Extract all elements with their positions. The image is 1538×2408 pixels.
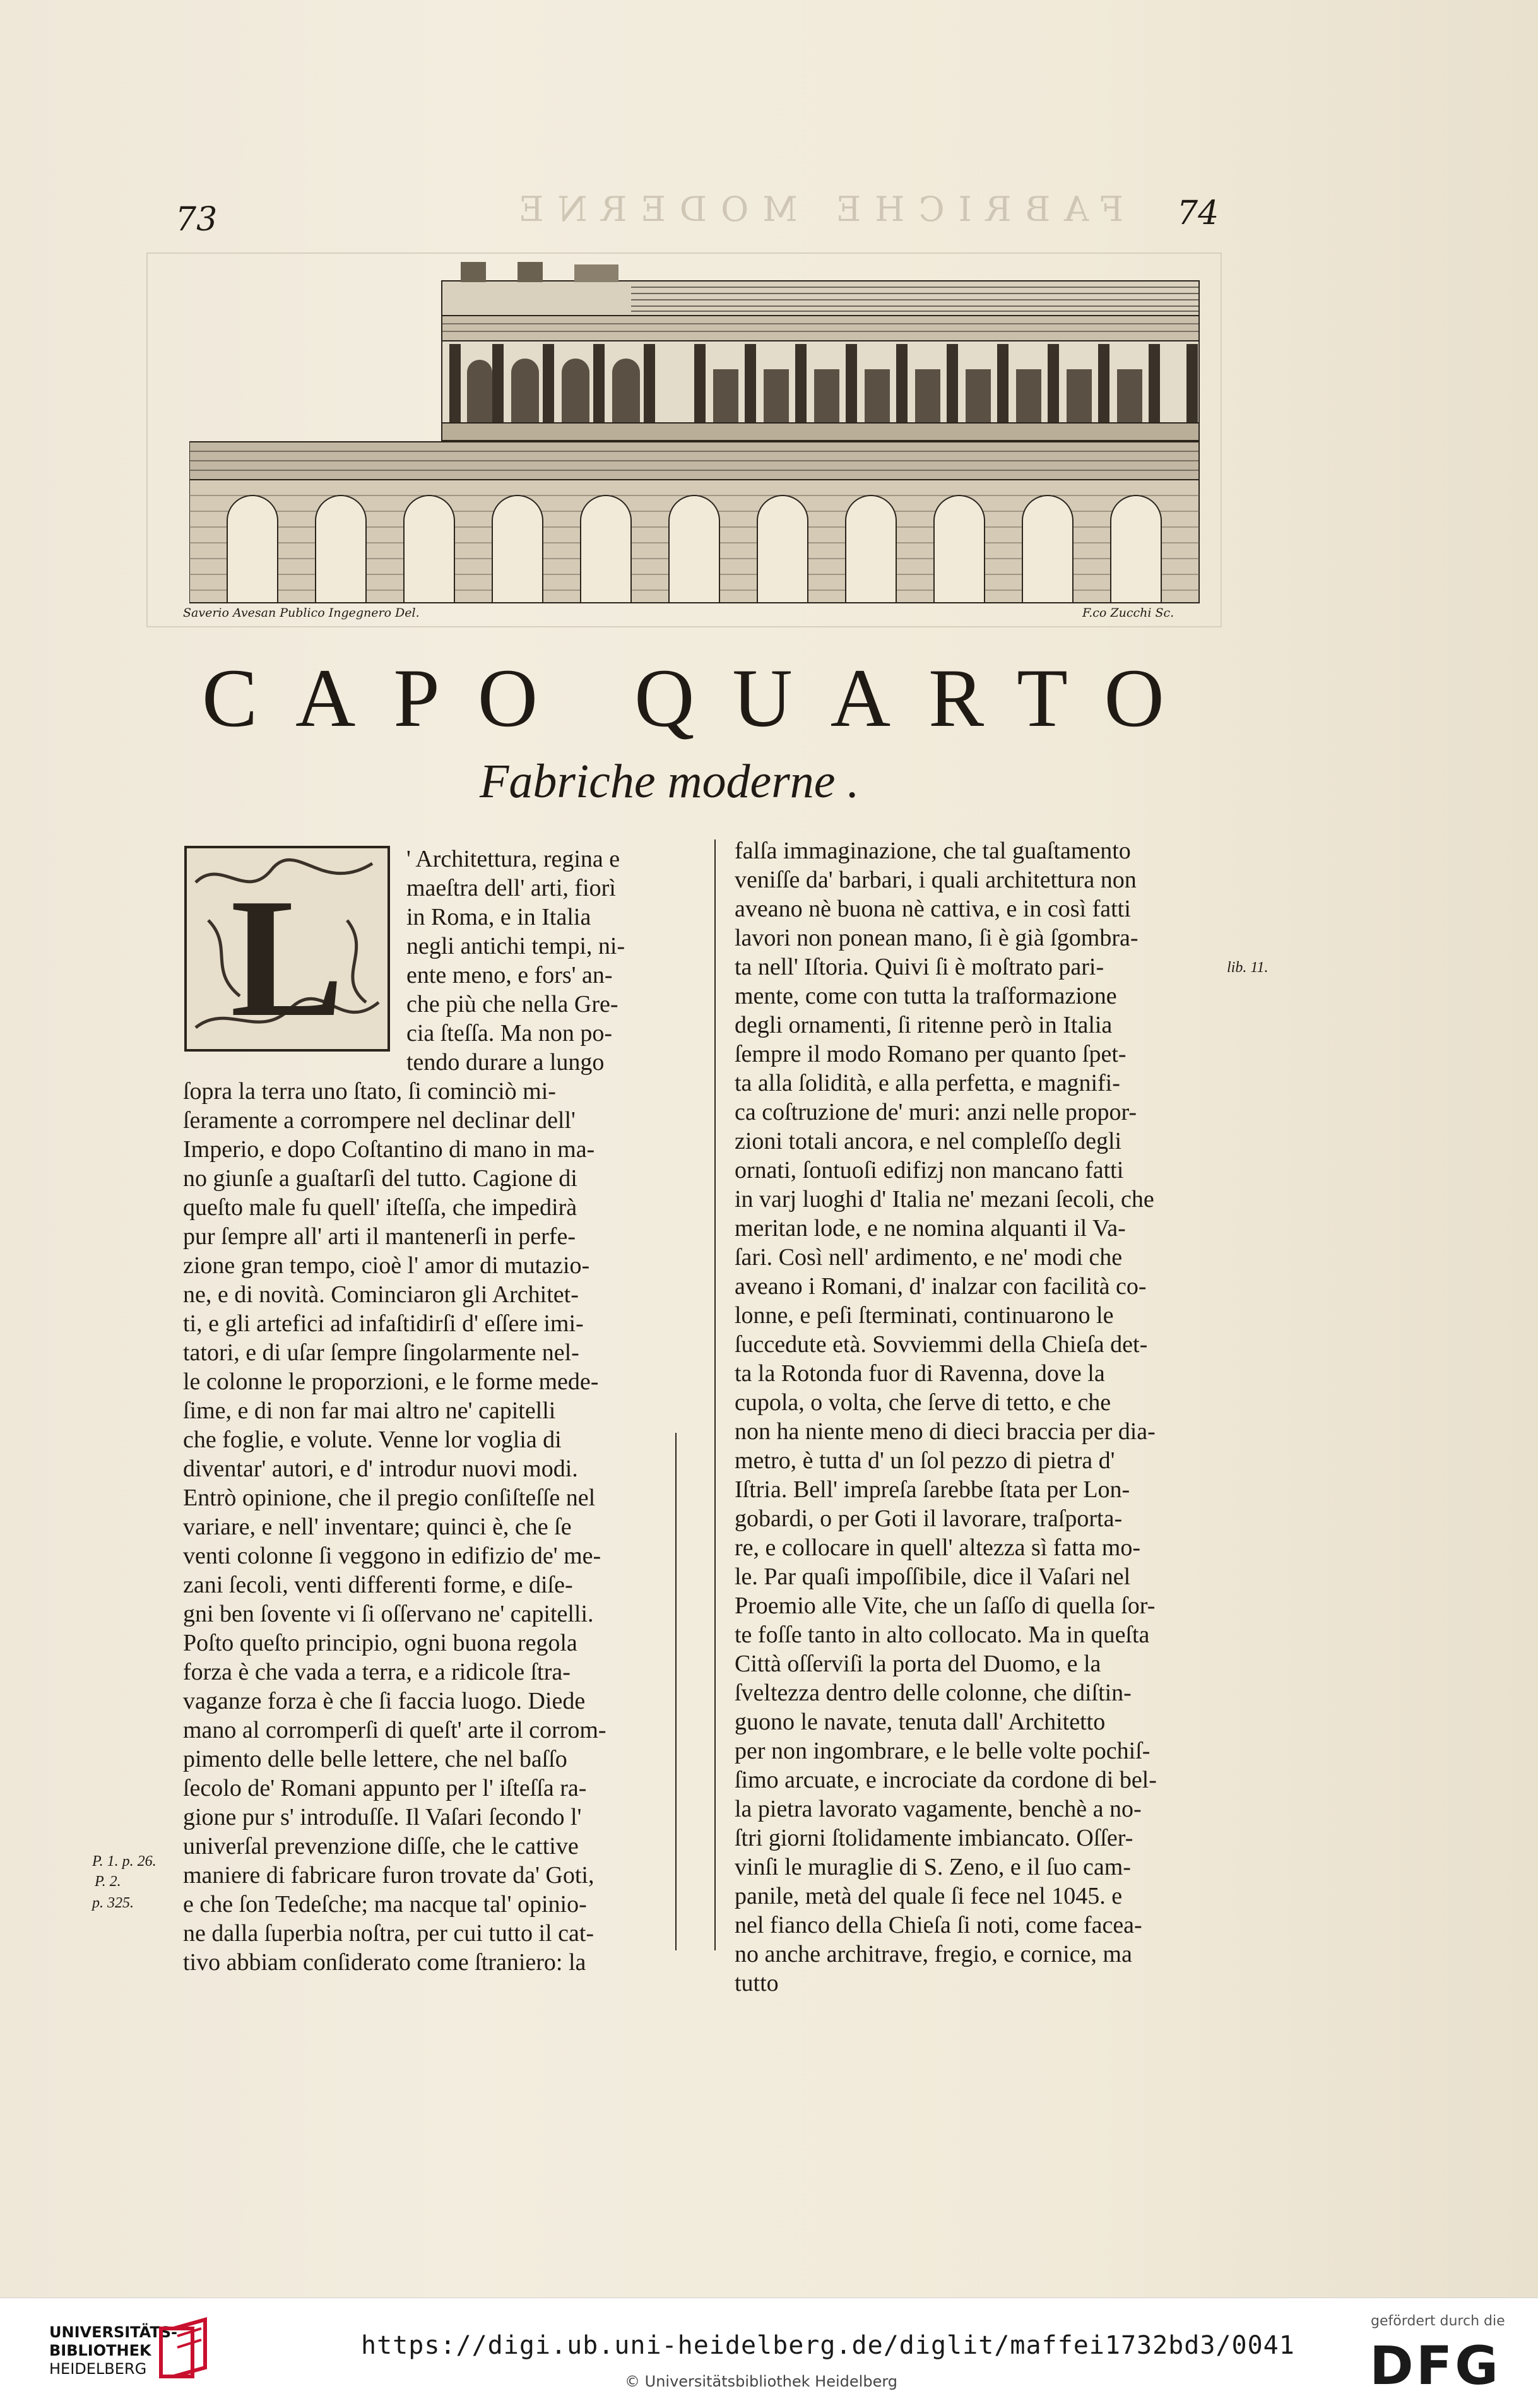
text-line: ſtri giorni ſtolidamente imbiancato. Oſſer-	[735, 1825, 1133, 1851]
text-line: ta la Rotonda fuor di Ravenna, dove la	[735, 1360, 1105, 1387]
text-line: ne dalla ſuperbia noſtra, per cui tutto il cat-	[183, 1920, 594, 1947]
text-line: Iſtria. Bell' impreſa ſarebbe ſtata per Lon-	[735, 1476, 1130, 1503]
text-line: degli ornamenti, ſi ritenne però in Italia	[735, 1012, 1113, 1038]
text-line: falſa immaginazione, che tal guaſtamento	[735, 838, 1131, 864]
text-line: ſuccedute età. Sovviemmi della Chieſa det-	[735, 1331, 1148, 1358]
text-line: le. Par quaſi impoſſibile, dice il Vaſari nel	[735, 1563, 1131, 1590]
text-line: in varj luoghi d' Italia ne' mezani ſecoli, che	[735, 1186, 1154, 1213]
text-line: forza è che vada a terra, e a ridicole ſtra-	[183, 1659, 571, 1685]
text-line: ſari. Così nell' ardimento, e ne' modi che	[735, 1244, 1123, 1271]
engraving-building-elevation	[189, 256, 1212, 609]
margin-note-left-3: p. 325.	[92, 1895, 134, 1911]
text-line: gione pur s' introduſſe. Il Vaſari ſecondo l'	[183, 1804, 582, 1830]
text-line: panile, metà del quale ſi fece nel 1045. e	[735, 1883, 1123, 1909]
chapter-title: CAPO QUARTO	[202, 651, 1202, 744]
text-line: aveano nè buona nè cattiva, e in così fatti	[735, 896, 1131, 922]
text-line: lonne, e peſi ſterminati, continuarono le	[735, 1302, 1114, 1329]
text-line: cia ſteſſa. Ma non po-	[406, 1020, 613, 1047]
text-line: ne, e di novità. Cominciaron gli Architet-	[183, 1281, 579, 1308]
text-line: in Roma, e in Italia	[406, 904, 591, 930]
library-logo-icon[interactable]	[155, 2317, 215, 2383]
text-line: univerſal prevenzione diſſe, che le cattive	[183, 1833, 579, 1859]
text-line: venti colonne ſi veggono in edifizio de' me-	[183, 1543, 601, 1569]
text-line: lavori non ponean mano, ſi è già ſgombra-	[735, 925, 1139, 951]
text-line: Proemio alle Vite, che un ſaſſo di quella ſor-	[735, 1592, 1156, 1619]
margin-note-left-2: P. 2.	[95, 1873, 121, 1890]
text-line: re, e collocare in quell' altezza sì fatta mo-	[735, 1534, 1141, 1561]
text-line: aveano i Romani, d' inalzar con facilità co-	[735, 1273, 1147, 1300]
text-line: maniere di fabricare furon trovate da' Goti,	[183, 1862, 594, 1889]
text-line: ' Architettura, regina e	[406, 846, 620, 872]
text-line: vinſi le muraglie di S. Zeno, e il ſuo cam-	[735, 1854, 1131, 1880]
text-line: pur ſempre all' arti il mantenerſi in perfe-	[183, 1223, 576, 1250]
text-line: gobardi, o per Goti il lavorare, traſporta-	[735, 1505, 1123, 1532]
text-line: e che ſon Tedeſche; ma nacque tal' opinio-	[183, 1891, 587, 1918]
permalink-url[interactable]: https://digi.ub.uni-heidelberg.de/diglit/maffei1732bd3/0041	[361, 2331, 1295, 2360]
text-line: ta nell' Iſtoria. Quivi ſi è moſtrato pari-	[735, 954, 1104, 980]
text-line: ornati, ſontuoſi edifizj non mancano fatti	[735, 1157, 1124, 1183]
text-line: guono le navate, tenuta dall' Architetto	[735, 1709, 1106, 1735]
margin-note-left-1: P. 1. p. 26.	[92, 1853, 157, 1870]
column-rule-left	[675, 1433, 677, 1950]
text-line: veniſſe da' barbari, i quali architettura non	[735, 867, 1137, 893]
text-line: queſto male fu quell' iſteſſa, che impedirà	[183, 1194, 577, 1221]
copyright-notice: © Universitätsbibliothek Heidelberg	[625, 2373, 898, 2390]
library-name[interactable]: UNIVERSITÄTS- BIBLIOTHEK HEIDELBERG	[49, 2323, 178, 2378]
text-line: negli antichi tempi, ni-	[406, 933, 625, 959]
margin-note-right: lib. 11.	[1227, 959, 1269, 976]
plate-credit-engraver: F.co Zucchi Sc.	[1082, 606, 1174, 620]
text-line: ca coſtruzione de' muri: anzi nelle propor-	[735, 1099, 1137, 1125]
text-line: ſveltezza dentro delle colonne, che diſtin-	[735, 1680, 1132, 1706]
text-line: tivo abbiam conſiderato come ſtraniero: la	[183, 1949, 586, 1976]
text-line: Poſto queſto principio, ogni buona regola	[183, 1630, 577, 1656]
text-line: zione gran tempo, cioè l' amor di mutazio-	[183, 1252, 590, 1279]
text-line: te foſſe tanto in alto collocato. Ma in queſta	[735, 1622, 1150, 1648]
funder-caption: gefördert durch die	[1371, 2313, 1505, 2329]
text-line: diventar' autori, e d' introdur nuovi modi.	[183, 1456, 578, 1482]
column-rule	[714, 839, 716, 1950]
text-line: cupola, o volta, che ſerve di tetto, e che	[735, 1389, 1111, 1416]
text-line: meritan lode, e ne nomina alquanti il Va-	[735, 1215, 1126, 1242]
text-line: ſime, e di non far mai altro ne' capitelli	[183, 1397, 556, 1424]
text-line: gni ben ſovente vi ſi oſſervano ne' capitelli.	[183, 1601, 594, 1627]
text-line: Entrò opinione, che il pregio conſiſteſſe nel	[183, 1485, 596, 1511]
text-line: maeſtra dell' arti, fiorì	[406, 875, 616, 901]
text-line: ſopra la terra uno ſtato, ſi cominciò mi-	[183, 1078, 556, 1105]
text-line: ente meno, e fors' an-	[406, 962, 613, 988]
text-line: no giunſe a guaſtarſi del tutto. Cagione di	[183, 1165, 577, 1192]
text-line: zani ſecoli, venti differenti forme, e diſe-	[183, 1572, 573, 1598]
text-line: no anche architrave, fregio, e cornice, ma	[735, 1941, 1132, 1967]
initial-letter: L	[230, 863, 345, 1052]
text-line: ſeramente a corrompere nel declinar dell'	[183, 1107, 576, 1134]
text-line: mente, come con tutta la traſformazione	[735, 983, 1117, 1009]
text-line: Città oſſerviſi la porta del Duomo, e la	[735, 1651, 1101, 1677]
text-line: la pietra lavorato vagamente, benchè a no-	[735, 1796, 1142, 1822]
text-line: tutto	[735, 1970, 779, 1996]
text-line: nel fianco della Chieſa ſi noti, come facea-	[735, 1912, 1142, 1938]
text-line: ſimo arcuate, e incrociate da cordone di bel-	[735, 1767, 1157, 1793]
text-line: tatori, e di uſar ſempre ſingolarmente nel-	[183, 1339, 579, 1366]
text-line: che foglie, e volute. Venne lor voglia di	[183, 1426, 562, 1453]
text-column-left	[183, 845, 669, 1977]
running-head-bleedthrough: FABRICHE MODERNE	[505, 189, 1124, 229]
text-line: mano al corromperſi di queſt' arte il corrom-	[183, 1717, 606, 1743]
page-number-left: 73	[175, 201, 218, 239]
text-line: ſecolo de' Romani appunto per l' iſteſſa ra-	[183, 1775, 587, 1801]
text-line: che più che nella Gre-	[406, 991, 618, 1017]
text-line: variare, e nell' inventare; quinci è, che ſe	[183, 1514, 572, 1540]
text-line: zioni totali ancora, e nel compleſſo degli	[735, 1128, 1122, 1154]
text-line: per non ingombrare, e le belle volte pochiſ-	[735, 1738, 1151, 1764]
text-line: le colonne le proporzioni, e le forme mede-	[183, 1368, 599, 1395]
viewer-footer	[0, 2298, 1538, 2408]
text-line: pimento delle belle lettere, che nel baſſo	[183, 1746, 567, 1772]
text-column-right	[735, 836, 1221, 1998]
page-number-right: 74	[1177, 194, 1219, 232]
text-line: non ha niente meno di dieci braccia per dia-	[735, 1418, 1156, 1445]
text-line: tendo durare a lungo	[406, 1049, 605, 1076]
chapter-subtitle: Fabriche moderne .	[480, 755, 860, 808]
text-line: Imperio, e dopo Coſtantino di mano in ma-	[183, 1136, 595, 1163]
text-line: ſempre il modo Romano per quanto ſpet-	[735, 1041, 1127, 1067]
dfg-logo[interactable]: DFG	[1369, 2335, 1501, 2397]
plate-credit-draughtsman: Saverio Avesan Publico Ingegnero Del.	[183, 606, 420, 620]
text-line: vaganze forza è che ſi faccia luogo. Diede	[183, 1688, 586, 1714]
text-line: ti, e gli artefici ad infaſtidirſi d' eſſere imi-	[183, 1310, 584, 1337]
text-line: ta alla ſolidità, e alla perfetta, e magnifi-	[735, 1070, 1120, 1096]
text-line: metro, è tutta d' un ſol pezzo di pietra d'	[735, 1447, 1115, 1474]
